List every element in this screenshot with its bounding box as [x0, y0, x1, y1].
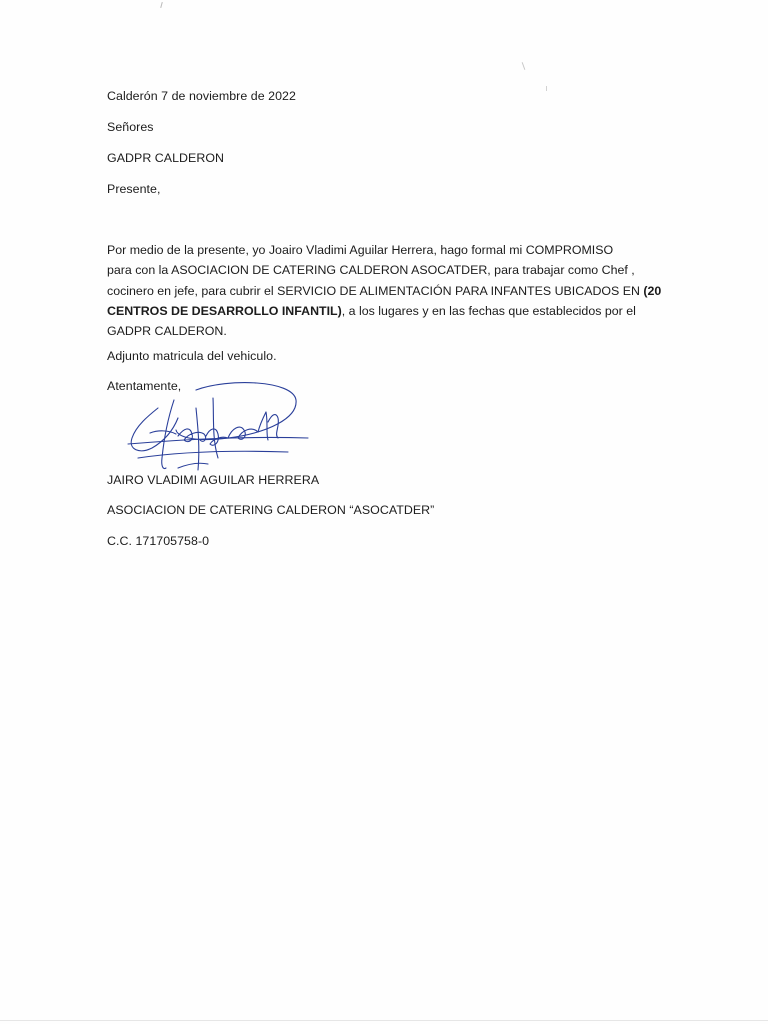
body-line [107, 281, 667, 301]
attachment-line: Adjunto matricula del vehiculo. [107, 349, 277, 363]
signature [118, 378, 318, 478]
salutation: Señores [107, 120, 154, 134]
body-text: cocinero en jefe, para cubrir el SERVICIO DE ALIMENTACIÓN PARA INFANTES UBICADOS EN [107, 283, 644, 298]
body-text: , a los lugares y en las fechas que establecidos por el [341, 303, 636, 318]
body-line [107, 301, 667, 321]
body-bold-text: CENTROS DE DESARROLLO INFANTIL) [107, 303, 342, 318]
page-bottom-edge [0, 1020, 768, 1021]
signer-organization: ASOCIACION DE CATERING CALDERON “ASOCATDER” [107, 503, 435, 517]
body-line: para con la ASOCIACION DE CATERING CALDERON ASOCATDER, para trabajar como Chef , [107, 263, 635, 278]
signer-name: JAIRO VLADIMI AGUILAR HERRERA [107, 473, 320, 487]
date-line: Calderón 7 de noviembre de 2022 [107, 89, 296, 103]
scan-speck [522, 62, 526, 70]
scan-speck [546, 86, 547, 91]
signer-id: C.C. 171705758-0 [107, 534, 210, 548]
scan-speck [160, 2, 163, 8]
recipient: GADPR CALDERON [107, 151, 225, 165]
letter-body [107, 240, 667, 341]
body-bold-text: (20 [643, 283, 662, 298]
body-line: GADPR CALDERON. [107, 324, 227, 339]
closing: Atentamente, [107, 379, 182, 393]
body-line: Por medio de la presente, yo Joairo Vladimi Aguilar Herrera, hago formal mi COMPROMISO [107, 243, 614, 257]
presente-line: Presente, [107, 182, 161, 196]
